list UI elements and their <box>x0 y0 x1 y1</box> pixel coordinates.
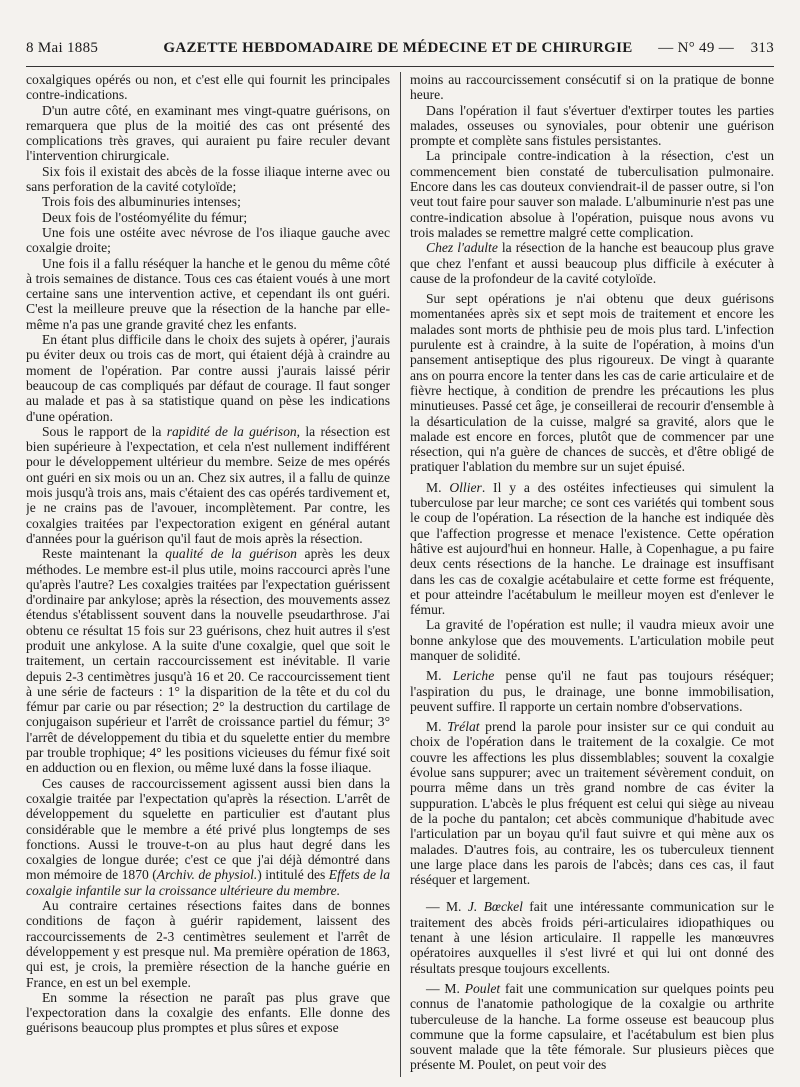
text-run: fait une intéressante communication sur le traitement des abcès froids péri-articulaires idiopathiques ou tenant à une lésion articulaire. Il rappelle les manœuvres opératoires auxquelles il s'est livré et qui lui ont donné des résultats presque toujours excellents. <box>410 899 774 976</box>
page-header <box>26 40 774 64</box>
paragraph <box>410 480 774 618</box>
paragraph: La principale contre-indication à la résection, c'est un commencement bien constaté de tuberculisation pulmonaire. Encore dans les cas douteux conviendrait-il de passer outre, si l'on veut tout faire pour sauver son malade. L'albuminurie n'est pas une contre-indication absolue à l'opération, puisque nous avons vu trois malades se remettre malgré cette complication. <box>410 148 774 240</box>
text-run: Sous le rapport de la <box>42 423 167 439</box>
paragraph: Dans l'opération il faut s'évertuer d'extirper toutes les parties malades, osseuses ou synoviales, pour obtenir une guérison prompte et complète sans fistules persistantes. <box>410 102 774 149</box>
text-run: pense qu'il ne faut pas toujours réséquer; l'aspiration du pus, le drainage, une bonne immobilisation, peuvent suffire. Il rapporte un certain nombre d'observations. <box>410 668 774 714</box>
speaker-name: Poulet <box>464 980 501 996</box>
paragraph <box>26 776 390 898</box>
paragraph <box>410 981 774 1073</box>
issue-date: 8 Mai 1885 <box>26 40 99 56</box>
italic-term: qualité de la guérison <box>165 546 297 562</box>
left-column <box>26 72 390 1077</box>
paragraph: Trois fois des albuminuries intenses; <box>42 194 241 210</box>
paragraph <box>410 719 774 887</box>
text-run: M. <box>426 479 450 495</box>
paragraph: Sur sept opérations je n'ai obtenu que deux guérisons momentanées après six et sept mois de traitement et encore les malades sont morts de phthisie peu de mois plus tard. L'infection purulente est à craindre, à la suite de l'opération, à moins d'un pansement antiseptique des plus rigoureux. De vingt à quarante ans on pourra encore la tenter dans les cas de carie articulaire et de fièvre hectique, à condition de prendre les précautions les plus minutieuses. Passé cet âge, je conseillerai de recourir d'ensemble à la désarticulation de la cuisse, malgré sa gravité, alors que le malade est encore en forces, plutôt que de commencer par une résection, qui n'a guère de chances de succès, et d'être obligé de pratiquer l'ablation du membre sur un sujet épuisé. <box>410 291 774 475</box>
paragraph: En étant plus difficile dans le choix des sujets à opérer, j'aurais pu éviter deux ou trois cas de mort, qui étaient déjà à craindre au moment de l'opération. Par contre aussi j'aurais laissé périr beaucoup de cas compliqués par défaut de courage. Il faut songer au malade et pas à sa statistique quand on pèse les indications d'une opération. <box>26 332 390 424</box>
italic-term: rapidité de la guérison <box>166 423 297 439</box>
page-number: 313 <box>750 40 774 56</box>
paragraph <box>410 668 774 714</box>
italic-term: Effets de la coxalgie infantile sur la croissance ultérieure du membre. <box>26 867 390 898</box>
paragraph: Une fois il a fallu réséquer la hanche et le genou du même côté à trois semaines de distance. Tous ces cas étaient voués à une mort certaine sans une intervention active, et cependant ils ont guéri. C'est la meilleure preuve que la résection de la hanche par elle-même n'a pas une grande gravité chez les enfants. <box>26 255 390 332</box>
text-run: Ces causes de raccourcissement agissent aussi bien dans la coxalgie traitée par l'expectation qu'après la résection. L'arrêt de développement du squelette en particulier est d'autant plus considérable que le membre a été privé plus longtemps de ses fonctions. Aussi le trouve-t-on au plus haut degré dans les coxalgies de longue durée; c'est ce que j'ai déjà démontré dans mon mémoire de 1870 ( <box>26 775 390 883</box>
text-run: , la résection est bien supérieure à l'expectation, et cela n'est nullement indifférent pour le développement ultérieur du membre. Seize de mes opérés ont guéri en six mois ou un an. Chez six autres, il a fallu de quinze mois jusqu'à trois ans, mais c'étaient des cas opérés tardivement et, je ne crains pas de l'avouer, incomplètement. Par contre, les coxalgies traitées par l'expectoration exigent en général autant d'années pour la guérison qu'il faut de mois après la résection. <box>26 423 390 546</box>
text-run: M. <box>426 719 448 735</box>
paragraph: La gravité de l'opération est nulle; il vaudra mieux avoir une bonne ankylose que des mouvements. L'articulation mobile peut manquer de solidité. <box>410 617 774 663</box>
journal-title: GAZETTE HEBDOMADAIRE DE MÉDECINE ET DE CHIRURGIE <box>163 40 633 56</box>
paragraph: D'un autre côté, en examinant mes vingt-quatre guérisons, on remarquera que plus de la moitié des cas ont présenté des complications très graves, qui auraient pu faire reculer devant l'intervention chirurgicale. <box>26 102 390 164</box>
paragraph: Six fois il existait des abcès de la fosse iliaque interne avec ou sans perforation de la cavité cotyloïde; <box>26 163 390 195</box>
speaker-name: Leriche <box>452 668 495 684</box>
italic-term: Chez l'adulte <box>426 240 498 256</box>
right-column <box>410 72 774 1077</box>
paragraph <box>26 546 390 775</box>
header-rule <box>26 66 774 67</box>
paragraph <box>410 899 774 975</box>
text-run: prend la parole pour insister sur ce qui conduit au choix de l'opération dans le traitement de la coxalgie. Ce mot couvre les affections les plus dissemblables; souvent la coxalgie évolue sans suppurer; avec un traitement sévèrement conduit, on pourra même dans un très grand nombre de cas éviter la suppuration. L'abcès le plus fréquent est celui qui siège au niveau de la poche du pantalon; cet abcès communique d'habitude avec l'articulation par un boyau qu'il faut suivre et qui mène aux os malades. D'autres fois, au contraire, les os tuberculeux tiennent une large place dans les parois de l'abcès; dans ces cas, il faut réséquer et largement. <box>410 719 774 888</box>
text-run: fait une communication sur quelques points peu connus de l'anatomie pathologique de la coxalgie ou arthrite tuberculeuse de la hanche. La forme osseuse est beaucoup plus commune que la forme capsulaire, et l'acétabulum est bien plus souvent malade que la tête fémorale. Sur plusieurs pièces que présente M. Poulet, on peut voir des <box>410 980 774 1073</box>
text-run: — M. <box>426 980 465 996</box>
text-run: . Il y a des ostéites infectieuses qui simulent la tuberculose par leur marche; ce sont ces variétés qui tombent sous le coup de l'opération. La résection de la hanche est indiquée dès que l'affection progresse et menace l'existence. Cette opération hâtive est aujourd'hui en honneur. Halle, à Copenhague, a pu faire deux cents résections de la hanche. Le drainage est insuffisant dans les cas de coxalgie acétabulaire et cette forme est fréquente, et pour atteindre l'acétabulum le meilleur moyen est d'enlever le fémur. <box>410 479 774 618</box>
paragraph: Une fois une ostéite avec névrose de l'os iliaque gauche avec coxalgie droite; <box>26 224 390 256</box>
column-separator <box>400 72 401 1077</box>
speaker-name: Trélat <box>447 719 480 735</box>
text-run: ) intitulé des <box>257 867 329 883</box>
italic-term: Archiv. de physiol. <box>156 867 258 883</box>
speaker-name: Ollier <box>449 479 482 495</box>
text-run: — M. <box>426 899 468 915</box>
paragraph: Au contraire certaines résections faites dans de bonnes conditions de façon à guérir rapidement, laissent des raccourcissements de 2-3 centimètres seulement et l'arrêt de développement y est presque nul. Ma première opération de 1863, qui est, je crois, la première résection de la hanche guérie en France, en est un bel exemple. <box>26 898 390 990</box>
paragraph: moins au raccourcissement consécutif si on la pratique de bonne heure. <box>410 72 774 103</box>
paragraph <box>26 424 390 546</box>
text-run: M. <box>426 668 453 684</box>
paragraph <box>410 240 774 286</box>
paragraph: Deux fois de l'ostéomyélite du fémur; <box>42 209 248 225</box>
text-run: après les deux méthodes. Le membre est-il plus utile, moins raccourci après l'une qu'après l'autre? Les coxalgies traitées par l'expectation guérissent d'ordinaire par ankylose; après la résection, des mouvements assez étendus s'établissent souvent dans la nouvelle pseudarthrose. J'ai obtenu ce résultat 15 fois sur 23 guérisons, chez huit autres il s'est produit une ankylose. A la suite d'une coxalgie, quel que soit le traitement, un certain raccourcissement est inévitable. Il varie depuis 2-3 centimètres jusqu'à 16 et 20. Ce raccourcissement tient à une série de facteurs : 1° la disparition de la tête et du col du fémur par carie ou par résection; 2° la destruction du cartilage de conjugaison supérieur et l'arrêt de croissance partiel du fémur; 3° l'arrêt de développement du tibia et du squelette entier du membre par trouble trophique; 4° les positions vicieuses du fémur fixé soit en adduction ou en flexion, ou même luxé dans la fosse iliaque. <box>26 546 390 776</box>
paragraph: En somme la résection ne paraît pas plus grave que l'expectoration dans la coxalgie des enfants. Elle donne des guérisons beaucoup plus promptes et plus sûres et expose <box>26 989 390 1036</box>
issue-number: — N° 49 — <box>658 40 734 56</box>
paragraph: coxalgiques opérés ou non, et c'est elle qui fournit les principales contre-indications. <box>26 72 390 103</box>
text-run: Reste maintenant la <box>42 546 166 562</box>
speaker-name: J. Bœckel <box>467 899 523 915</box>
text-run: la résection de la hanche est beaucoup plus grave que chez l'enfant et aussi beaucoup plus difficile à exécuter à cause de la profondeur de la cavité cotyloïde. <box>410 240 774 286</box>
